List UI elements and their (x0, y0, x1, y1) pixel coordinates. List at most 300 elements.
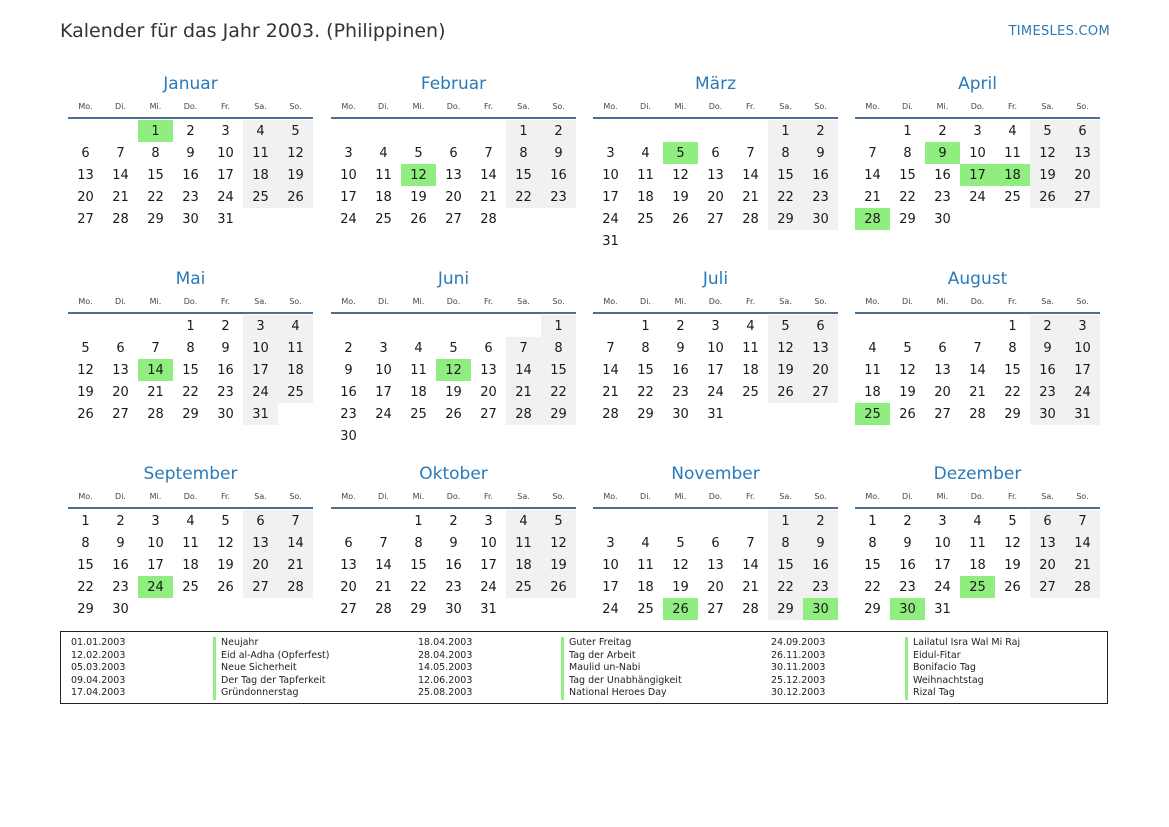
day-cell[interactable]: 16 (340, 384, 357, 400)
day-cell[interactable]: 20 (707, 579, 724, 595)
day-cell[interactable]: 14 (112, 167, 129, 183)
day-cell[interactable]: 20 (77, 189, 94, 205)
day-cell[interactable]: 26 (77, 406, 94, 422)
day-cell[interactable]: 30 (112, 601, 129, 617)
day-cell[interactable]: 8 (868, 535, 877, 551)
day-cell[interactable]: 11 (1004, 145, 1021, 161)
day-cell[interactable]: 8 (81, 535, 90, 551)
day-cell[interactable]: 6 (1030, 510, 1065, 532)
holiday-day-cell[interactable]: 12 (436, 359, 471, 381)
day-cell[interactable]: 15 (864, 557, 881, 573)
day-cell[interactable]: 1 (768, 120, 803, 142)
day-cell[interactable]: 21 (602, 384, 619, 400)
day-cell[interactable]: 30 (803, 208, 838, 230)
day-cell[interactable]: 6 (116, 340, 125, 356)
day-cell[interactable]: 22 (768, 576, 803, 598)
day-cell[interactable]: 31 (480, 601, 497, 617)
day-cell[interactable]: 2 (803, 510, 838, 532)
day-cell[interactable]: 24 (375, 406, 392, 422)
day-cell[interactable]: 15 (768, 554, 803, 576)
day-cell[interactable]: 27 (243, 576, 278, 598)
day-cell[interactable]: 21 (375, 579, 392, 595)
day-cell[interactable]: 2 (1030, 315, 1065, 337)
day-cell[interactable]: 21 (147, 384, 164, 400)
day-cell[interactable]: 8 (414, 535, 423, 551)
day-cell[interactable]: 19 (77, 384, 94, 400)
day-cell[interactable]: 27 (934, 406, 951, 422)
day-cell[interactable]: 25 (375, 211, 392, 227)
day-cell[interactable]: 17 (480, 557, 497, 573)
day-cell[interactable]: 8 (903, 145, 912, 161)
day-cell[interactable]: 24 (602, 601, 619, 617)
day-cell[interactable]: 17 (217, 167, 234, 183)
day-cell[interactable]: 20 (934, 384, 951, 400)
day-cell[interactable]: 16 (803, 164, 838, 186)
day-cell[interactable]: 24 (602, 211, 619, 227)
holiday-day-cell[interactable]: 9 (925, 142, 960, 164)
day-cell[interactable]: 14 (1065, 532, 1100, 554)
day-cell[interactable]: 18 (182, 557, 199, 573)
holiday-day-cell[interactable]: 30 (803, 598, 838, 620)
day-cell[interactable]: 17 (602, 189, 619, 205)
day-cell[interactable]: 15 (1004, 362, 1021, 378)
day-cell[interactable]: 13 (112, 362, 129, 378)
day-cell[interactable]: 25 (243, 186, 278, 208)
day-cell[interactable]: 22 (864, 579, 881, 595)
day-cell[interactable]: 1 (1008, 318, 1017, 334)
day-cell[interactable]: 3 (973, 123, 982, 139)
day-cell[interactable]: 9 (676, 340, 685, 356)
day-cell[interactable]: 14 (969, 362, 986, 378)
day-cell[interactable]: 20 (1065, 164, 1100, 186)
day-cell[interactable]: 5 (768, 315, 803, 337)
day-cell[interactable]: 27 (707, 211, 724, 227)
day-cell[interactable]: 18 (637, 189, 654, 205)
day-cell[interactable]: 15 (637, 362, 654, 378)
day-cell[interactable]: 25 (742, 384, 759, 400)
day-cell[interactable]: 5 (1008, 513, 1017, 529)
day-cell[interactable]: 30 (934, 211, 951, 227)
day-cell[interactable]: 29 (899, 211, 916, 227)
day-cell[interactable]: 20 (445, 189, 462, 205)
day-cell[interactable]: 11 (969, 535, 986, 551)
day-cell[interactable]: 5 (278, 120, 313, 142)
day-cell[interactable]: 23 (803, 576, 838, 598)
day-cell[interactable]: 13 (77, 167, 94, 183)
day-cell[interactable]: 6 (81, 145, 90, 161)
day-cell[interactable]: 7 (506, 337, 541, 359)
day-cell[interactable]: 3 (379, 340, 388, 356)
day-cell[interactable]: 5 (541, 510, 576, 532)
day-cell[interactable]: 19 (672, 579, 689, 595)
day-cell[interactable]: 11 (506, 532, 541, 554)
day-cell[interactable]: 22 (637, 384, 654, 400)
day-cell[interactable]: 3 (484, 513, 493, 529)
day-cell[interactable]: 28 (602, 406, 619, 422)
day-cell[interactable]: 3 (243, 315, 278, 337)
holiday-day-cell[interactable]: 28 (855, 208, 890, 230)
day-cell[interactable]: 6 (243, 510, 278, 532)
day-cell[interactable]: 11 (864, 362, 881, 378)
day-cell[interactable]: 10 (969, 145, 986, 161)
day-cell[interactable]: 19 (278, 164, 313, 186)
day-cell[interactable]: 7 (278, 510, 313, 532)
day-cell[interactable]: 24 (480, 579, 497, 595)
day-cell[interactable]: 4 (641, 535, 650, 551)
holiday-day-cell[interactable]: 30 (890, 598, 925, 620)
day-cell[interactable]: 30 (217, 406, 234, 422)
day-cell[interactable]: 6 (484, 340, 493, 356)
day-cell[interactable]: 8 (1008, 340, 1017, 356)
day-cell[interactable]: 2 (803, 120, 838, 142)
day-cell[interactable]: 7 (606, 340, 615, 356)
day-cell[interactable]: 13 (445, 167, 462, 183)
day-cell[interactable]: 29 (147, 211, 164, 227)
day-cell[interactable]: 25 (637, 601, 654, 617)
day-cell[interactable]: 2 (903, 513, 912, 529)
day-cell[interactable]: 15 (506, 164, 541, 186)
day-cell[interactable]: 10 (707, 340, 724, 356)
day-cell[interactable]: 2 (116, 513, 125, 529)
day-cell[interactable]: 5 (449, 340, 458, 356)
day-cell[interactable]: 16 (672, 362, 689, 378)
day-cell[interactable]: 24 (243, 381, 278, 403)
day-cell[interactable]: 3 (606, 145, 615, 161)
day-cell[interactable]: 4 (379, 145, 388, 161)
day-cell[interactable]: 18 (506, 554, 541, 576)
day-cell[interactable]: 2 (541, 120, 576, 142)
day-cell[interactable]: 20 (480, 384, 497, 400)
day-cell[interactable]: 19 (1030, 164, 1065, 186)
day-cell[interactable]: 31 (217, 211, 234, 227)
day-cell[interactable]: 3 (711, 318, 720, 334)
day-cell[interactable]: 23 (182, 189, 199, 205)
day-cell[interactable]: 23 (672, 384, 689, 400)
day-cell[interactable]: 18 (969, 557, 986, 573)
day-cell[interactable]: 5 (1030, 120, 1065, 142)
day-cell[interactable]: 30 (1030, 403, 1065, 425)
day-cell[interactable]: 13 (1030, 532, 1065, 554)
day-cell[interactable]: 1 (506, 120, 541, 142)
day-cell[interactable]: 22 (899, 189, 916, 205)
day-cell[interactable]: 12 (217, 535, 234, 551)
day-cell[interactable]: 8 (186, 340, 195, 356)
day-cell[interactable]: 27 (77, 211, 94, 227)
holiday-day-cell[interactable]: 14 (138, 359, 173, 381)
day-cell[interactable]: 30 (182, 211, 199, 227)
day-cell[interactable]: 16 (112, 557, 129, 573)
day-cell[interactable]: 13 (707, 557, 724, 573)
holiday-day-cell[interactable]: 25 (960, 576, 995, 598)
day-cell[interactable]: 9 (541, 142, 576, 164)
day-cell[interactable]: 12 (278, 142, 313, 164)
day-cell[interactable]: 29 (637, 406, 654, 422)
day-cell[interactable]: 16 (445, 557, 462, 573)
holiday-day-cell[interactable]: 5 (663, 142, 698, 164)
day-cell[interactable]: 11 (278, 337, 313, 359)
day-cell[interactable]: 1 (641, 318, 650, 334)
day-cell[interactable]: 17 (602, 579, 619, 595)
day-cell[interactable]: 27 (480, 406, 497, 422)
day-cell[interactable]: 10 (243, 337, 278, 359)
day-cell[interactable]: 14 (864, 167, 881, 183)
day-cell[interactable]: 5 (903, 340, 912, 356)
day-cell[interactable]: 16 (803, 554, 838, 576)
day-cell[interactable]: 2 (344, 340, 353, 356)
day-cell[interactable]: 15 (182, 362, 199, 378)
brand-link[interactable]: TIMESLES.COM (1008, 24, 1110, 39)
day-cell[interactable]: 25 (506, 576, 541, 598)
day-cell[interactable]: 28 (375, 601, 392, 617)
day-cell[interactable]: 4 (868, 340, 877, 356)
day-cell[interactable]: 22 (506, 186, 541, 208)
day-cell[interactable]: 14 (375, 557, 392, 573)
day-cell[interactable]: 1 (768, 510, 803, 532)
day-cell[interactable]: 20 (707, 189, 724, 205)
day-cell[interactable]: 27 (707, 601, 724, 617)
day-cell[interactable]: 23 (934, 189, 951, 205)
day-cell[interactable]: 27 (1065, 186, 1100, 208)
day-cell[interactable]: 9 (449, 535, 458, 551)
day-cell[interactable]: 15 (147, 167, 164, 183)
day-cell[interactable]: 19 (445, 384, 462, 400)
day-cell[interactable]: 3 (151, 513, 160, 529)
day-cell[interactable]: 29 (768, 598, 803, 620)
day-cell[interactable]: 19 (541, 554, 576, 576)
day-cell[interactable]: 19 (672, 189, 689, 205)
day-cell[interactable]: 21 (742, 189, 759, 205)
holiday-day-cell[interactable]: 26 (663, 598, 698, 620)
day-cell[interactable]: 11 (637, 557, 654, 573)
day-cell[interactable]: 3 (938, 513, 947, 529)
day-cell[interactable]: 10 (480, 535, 497, 551)
day-cell[interactable]: 26 (1030, 186, 1065, 208)
day-cell[interactable]: 4 (243, 120, 278, 142)
day-cell[interactable]: 26 (445, 406, 462, 422)
day-cell[interactable]: 16 (899, 557, 916, 573)
day-cell[interactable]: 26 (899, 406, 916, 422)
day-cell[interactable]: 13 (1065, 142, 1100, 164)
day-cell[interactable]: 10 (217, 145, 234, 161)
day-cell[interactable]: 23 (541, 186, 576, 208)
day-cell[interactable]: 17 (375, 384, 392, 400)
day-cell[interactable]: 10 (147, 535, 164, 551)
day-cell[interactable]: 11 (182, 535, 199, 551)
day-cell[interactable]: 7 (151, 340, 160, 356)
day-cell[interactable]: 1 (81, 513, 90, 529)
day-cell[interactable]: 20 (340, 579, 357, 595)
day-cell[interactable]: 11 (243, 142, 278, 164)
day-cell[interactable]: 13 (707, 167, 724, 183)
day-cell[interactable]: 1 (541, 315, 576, 337)
day-cell[interactable]: 9 (186, 145, 195, 161)
day-cell[interactable]: 10 (340, 167, 357, 183)
day-cell[interactable]: 3 (344, 145, 353, 161)
day-cell[interactable]: 28 (506, 403, 541, 425)
day-cell[interactable]: 3 (606, 535, 615, 551)
day-cell[interactable]: 19 (1004, 557, 1021, 573)
day-cell[interactable]: 20 (803, 359, 838, 381)
day-cell[interactable]: 7 (746, 145, 755, 161)
day-cell[interactable]: 31 (1065, 403, 1100, 425)
day-cell[interactable]: 21 (278, 554, 313, 576)
day-cell[interactable]: 12 (768, 337, 803, 359)
day-cell[interactable]: 25 (410, 406, 427, 422)
day-cell[interactable]: 22 (182, 384, 199, 400)
day-cell[interactable]: 5 (221, 513, 230, 529)
day-cell[interactable]: 29 (768, 208, 803, 230)
day-cell[interactable]: 24 (1065, 381, 1100, 403)
day-cell[interactable]: 9 (1030, 337, 1065, 359)
day-cell[interactable]: 28 (969, 406, 986, 422)
day-cell[interactable]: 26 (410, 211, 427, 227)
day-cell[interactable]: 4 (186, 513, 195, 529)
day-cell[interactable]: 12 (672, 167, 689, 183)
day-cell[interactable]: 10 (375, 362, 392, 378)
day-cell[interactable]: 2 (938, 123, 947, 139)
day-cell[interactable]: 21 (864, 189, 881, 205)
day-cell[interactable]: 17 (934, 557, 951, 573)
day-cell[interactable]: 15 (541, 359, 576, 381)
day-cell[interactable]: 18 (410, 384, 427, 400)
day-cell[interactable]: 19 (768, 359, 803, 381)
day-cell[interactable]: 18 (243, 164, 278, 186)
day-cell[interactable]: 5 (81, 340, 90, 356)
day-cell[interactable]: 24 (934, 579, 951, 595)
day-cell[interactable]: 13 (340, 557, 357, 573)
day-cell[interactable]: 4 (278, 315, 313, 337)
day-cell[interactable]: 17 (1065, 359, 1100, 381)
holiday-day-cell[interactable]: 1 (138, 120, 173, 142)
day-cell[interactable]: 2 (186, 123, 195, 139)
day-cell[interactable]: 8 (541, 337, 576, 359)
day-cell[interactable]: 23 (112, 579, 129, 595)
day-cell[interactable]: 17 (707, 362, 724, 378)
day-cell[interactable]: 30 (340, 428, 357, 444)
day-cell[interactable]: 23 (340, 406, 357, 422)
day-cell[interactable]: 3 (221, 123, 230, 139)
day-cell[interactable]: 16 (1030, 359, 1065, 381)
day-cell[interactable]: 28 (742, 601, 759, 617)
day-cell[interactable]: 4 (973, 513, 982, 529)
day-cell[interactable]: 1 (868, 513, 877, 529)
day-cell[interactable]: 23 (899, 579, 916, 595)
day-cell[interactable]: 19 (899, 384, 916, 400)
day-cell[interactable]: 21 (112, 189, 129, 205)
day-cell[interactable]: 8 (768, 532, 803, 554)
day-cell[interactable]: 31 (707, 406, 724, 422)
day-cell[interactable]: 21 (1065, 554, 1100, 576)
day-cell[interactable]: 14 (506, 359, 541, 381)
day-cell[interactable]: 14 (742, 167, 759, 183)
day-cell[interactable]: 8 (506, 142, 541, 164)
day-cell[interactable]: 2 (221, 318, 230, 334)
day-cell[interactable]: 14 (278, 532, 313, 554)
day-cell[interactable]: 7 (484, 145, 493, 161)
day-cell[interactable]: 6 (711, 535, 720, 551)
day-cell[interactable]: 15 (410, 557, 427, 573)
day-cell[interactable]: 23 (1030, 381, 1065, 403)
day-cell[interactable]: 20 (243, 554, 278, 576)
day-cell[interactable]: 2 (676, 318, 685, 334)
day-cell[interactable]: 9 (344, 362, 353, 378)
day-cell[interactable]: 4 (746, 318, 755, 334)
day-cell[interactable]: 8 (641, 340, 650, 356)
day-cell[interactable]: 30 (445, 601, 462, 617)
day-cell[interactable]: 8 (151, 145, 160, 161)
day-cell[interactable]: 27 (112, 406, 129, 422)
day-cell[interactable]: 11 (375, 167, 392, 183)
holiday-day-cell[interactable]: 12 (401, 164, 436, 186)
day-cell[interactable]: 23 (217, 384, 234, 400)
day-cell[interactable]: 6 (711, 145, 720, 161)
day-cell[interactable]: 28 (278, 576, 313, 598)
day-cell[interactable]: 26 (278, 186, 313, 208)
day-cell[interactable]: 9 (221, 340, 230, 356)
day-cell[interactable]: 11 (637, 167, 654, 183)
day-cell[interactable]: 9 (803, 142, 838, 164)
day-cell[interactable]: 1 (903, 123, 912, 139)
day-cell[interactable]: 29 (864, 601, 881, 617)
day-cell[interactable]: 21 (742, 579, 759, 595)
day-cell[interactable]: 18 (637, 579, 654, 595)
day-cell[interactable]: 14 (480, 167, 497, 183)
day-cell[interactable]: 25 (278, 381, 313, 403)
day-cell[interactable]: 12 (1004, 535, 1021, 551)
day-cell[interactable]: 13 (934, 362, 951, 378)
day-cell[interactable]: 25 (182, 579, 199, 595)
day-cell[interactable]: 7 (973, 340, 982, 356)
day-cell[interactable]: 19 (410, 189, 427, 205)
day-cell[interactable]: 12 (1030, 142, 1065, 164)
day-cell[interactable]: 27 (445, 211, 462, 227)
day-cell[interactable]: 12 (672, 557, 689, 573)
day-cell[interactable]: 12 (541, 532, 576, 554)
day-cell[interactable]: 8 (768, 142, 803, 164)
day-cell[interactable]: 11 (742, 340, 759, 356)
day-cell[interactable]: 24 (707, 384, 724, 400)
day-cell[interactable]: 9 (803, 532, 838, 554)
day-cell[interactable]: 18 (375, 189, 392, 205)
day-cell[interactable]: 13 (480, 362, 497, 378)
day-cell[interactable]: 24 (217, 189, 234, 205)
day-cell[interactable]: 4 (641, 145, 650, 161)
day-cell[interactable]: 26 (1004, 579, 1021, 595)
day-cell[interactable]: 5 (414, 145, 423, 161)
day-cell[interactable]: 19 (217, 557, 234, 573)
holiday-day-cell[interactable]: 24 (138, 576, 173, 598)
day-cell[interactable]: 9 (116, 535, 125, 551)
holiday-day-cell[interactable]: 25 (855, 403, 890, 425)
day-cell[interactable]: 23 (445, 579, 462, 595)
day-cell[interactable]: 22 (768, 186, 803, 208)
day-cell[interactable]: 4 (414, 340, 423, 356)
day-cell[interactable]: 28 (480, 211, 497, 227)
day-cell[interactable]: 1 (186, 318, 195, 334)
day-cell[interactable]: 14 (602, 362, 619, 378)
day-cell[interactable]: 7 (746, 535, 755, 551)
day-cell[interactable]: 22 (541, 381, 576, 403)
holiday-day-cell[interactable]: 17 (960, 164, 995, 186)
day-cell[interactable]: 24 (340, 211, 357, 227)
day-cell[interactable]: 11 (410, 362, 427, 378)
day-cell[interactable]: 29 (1004, 406, 1021, 422)
day-cell[interactable]: 27 (1030, 576, 1065, 598)
day-cell[interactable]: 18 (864, 384, 881, 400)
day-cell[interactable]: 16 (934, 167, 951, 183)
day-cell[interactable]: 7 (868, 145, 877, 161)
day-cell[interactable]: 10 (934, 535, 951, 551)
